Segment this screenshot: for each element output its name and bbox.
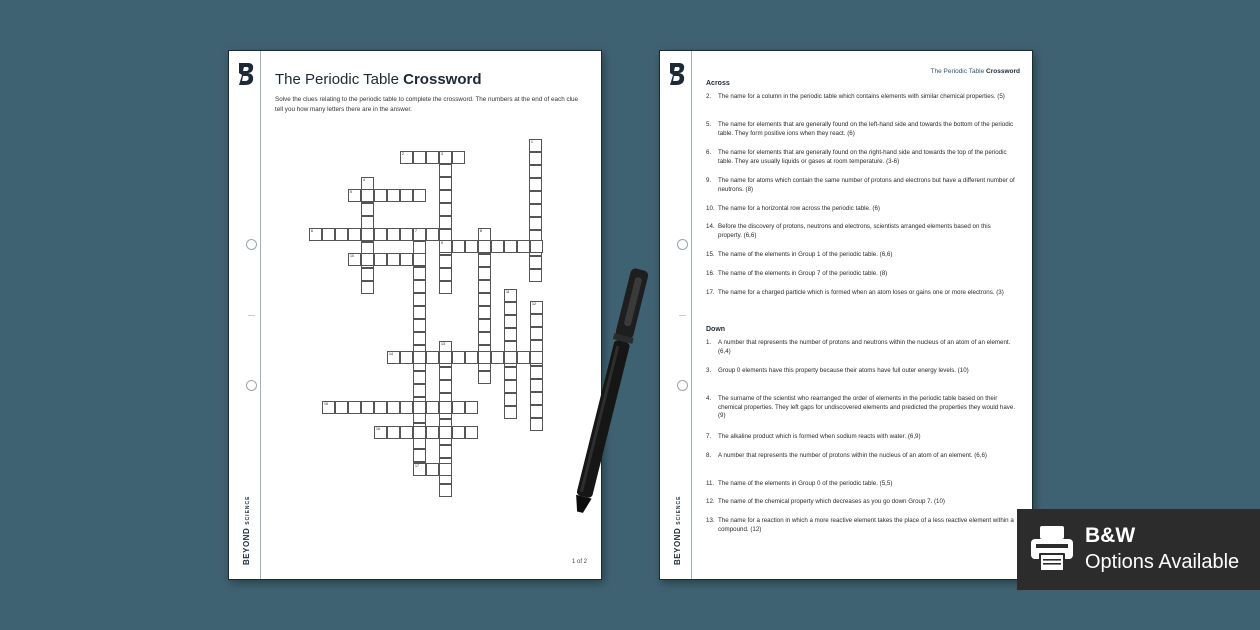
clue-down: 13. The name for a reaction in which a more reactive element takes the place of a less reactive element within a compound. (12) xyxy=(706,517,1014,533)
crossword-cell xyxy=(529,191,542,204)
instructions: Solve the clues relating to the periodic table to complete the crossword. The numbers at the end of each clue tell you how many letters there are in the answer. xyxy=(275,96,579,113)
crossword-cell xyxy=(452,240,465,253)
brand-label: BEYONDSCIENCE xyxy=(242,495,251,565)
pen-image xyxy=(555,266,655,526)
clue-number: 12 xyxy=(532,302,536,306)
crossword-cell xyxy=(529,152,542,165)
clue-down: 12. The name of the chemical property which decreases as you go down Group 7. (10) xyxy=(706,498,945,505)
crossword-cell xyxy=(530,327,543,340)
crossword-cell xyxy=(348,228,361,241)
crossword-cell xyxy=(439,164,452,177)
crossword-cell xyxy=(400,401,413,414)
crossword-cell xyxy=(374,401,387,414)
crossword-cell xyxy=(504,302,517,315)
crossword-cell xyxy=(504,351,517,364)
crossword-cell xyxy=(478,267,491,280)
crossword-cell xyxy=(400,228,413,241)
clue-down: 7. The alkaline product which is formed when sodium reacts with water. (6,9) xyxy=(706,433,921,440)
badge-subtitle: Options Available xyxy=(1085,551,1240,573)
crossword-cell xyxy=(413,384,426,397)
crossword-cell xyxy=(529,204,542,217)
crossword-cell xyxy=(529,165,542,178)
crossword-cell xyxy=(452,151,465,164)
across-heading: Across xyxy=(706,80,730,87)
crossword-cell xyxy=(504,315,517,328)
crossword-cell xyxy=(504,380,517,393)
crossword-cell xyxy=(530,301,543,314)
crossword-cell xyxy=(439,268,452,281)
crossword-cell xyxy=(387,351,400,364)
clue-number: 7 xyxy=(415,229,417,233)
crossword-cell xyxy=(530,392,543,405)
crossword-cell xyxy=(439,203,452,216)
crossword-cell xyxy=(439,240,452,253)
crossword-cell xyxy=(426,228,439,241)
clue-number: 4 xyxy=(363,178,365,182)
crossword-cell xyxy=(361,281,374,294)
crossword-cell xyxy=(529,139,542,152)
punch-hole xyxy=(677,380,688,391)
crossword-cell xyxy=(413,401,426,414)
clue-number: 2 xyxy=(402,152,404,156)
clue-across: 14. Before the discovery of protons, neutrons and electrons, scientists arranged elements based on this property. (6,6) xyxy=(706,223,991,239)
crossword-cell xyxy=(413,151,426,164)
crossword-cell xyxy=(478,351,491,364)
crossword-cell xyxy=(322,401,335,414)
crossword-cell xyxy=(478,319,491,332)
crossword-cell xyxy=(413,280,426,293)
crossword-cell xyxy=(439,463,452,476)
worksheet-page-1 xyxy=(228,50,602,580)
crossword-grid xyxy=(229,51,602,580)
crossword-cell xyxy=(439,380,452,393)
crossword-cell xyxy=(361,203,374,216)
crossword-cell xyxy=(529,269,542,282)
page-header: The Periodic Table Crossword xyxy=(930,68,1020,75)
clue-down: 8. A number that represents the number of protons within the nucleus of an atom of an element. (6,6) xyxy=(706,452,987,459)
crossword-cell xyxy=(439,190,452,203)
crossword-cell xyxy=(322,228,335,241)
crossword-cell xyxy=(478,254,491,267)
punch-hole xyxy=(677,239,688,250)
brand-label: BEYONDSCIENCE xyxy=(673,495,682,565)
clue-number: 6 xyxy=(311,229,313,233)
crossword-cell xyxy=(517,240,530,253)
crossword-cell xyxy=(361,228,374,241)
clue-number: 15 xyxy=(324,402,328,406)
crossword-cell xyxy=(335,401,348,414)
crossword-cell xyxy=(529,256,542,269)
clue-across: 10. The name for a horizontal row across the periodic table. (6) xyxy=(706,205,880,212)
clue-down: 11. The name of the elements in Group 0 of the periodic table. (5,5) xyxy=(706,480,893,487)
crossword-cell xyxy=(413,371,426,384)
crossword-cell xyxy=(374,426,387,439)
crossword-cell xyxy=(529,178,542,191)
crossword-cell xyxy=(309,228,322,241)
crossword-cell xyxy=(413,351,426,364)
clue-number: 3 xyxy=(441,152,443,156)
crossword-cell xyxy=(465,351,478,364)
clue-number: 8 xyxy=(480,229,482,233)
crossword-cell xyxy=(439,216,452,229)
crossword-cell xyxy=(426,463,439,476)
margin-line xyxy=(691,51,692,579)
crossword-cell xyxy=(413,306,426,319)
crossword-cell xyxy=(452,351,465,364)
crossword-cell xyxy=(387,401,400,414)
crossword-cell xyxy=(374,189,387,202)
crossword-cell xyxy=(374,253,387,266)
crossword-cell xyxy=(530,405,543,418)
crossword-cell xyxy=(439,445,452,458)
crossword-cell xyxy=(439,151,452,164)
clue-number: 13 xyxy=(441,342,445,346)
crossword-cell xyxy=(387,228,400,241)
badge-title: B&W xyxy=(1085,524,1136,547)
bw-options-badge xyxy=(1017,509,1260,590)
crossword-cell xyxy=(491,351,504,364)
crossword-cell xyxy=(387,253,400,266)
clue-number: 17 xyxy=(415,464,419,468)
crossword-cell xyxy=(387,189,400,202)
crossword-cell xyxy=(348,401,361,414)
crossword-cell xyxy=(530,351,543,364)
crossword-cell xyxy=(439,426,452,439)
clue-across: 9. The name for atoms which contain the same number of protons and electrons but have a different number of neutrons. (8) xyxy=(706,177,1015,193)
crossword-cell xyxy=(374,228,387,241)
crossword-cell xyxy=(530,314,543,327)
crossword-cell xyxy=(348,189,361,202)
crossword-cell xyxy=(439,255,452,268)
crossword-cell xyxy=(413,463,426,476)
crossword-cell xyxy=(426,401,439,414)
crossword-cell xyxy=(400,189,413,202)
crossword-cell xyxy=(413,189,426,202)
crossword-cell xyxy=(465,401,478,414)
clue-across: 5. The name for elements that are generally found on the left-hand side and towards the bottom of the periodic table. They form positive ions when they react. (6) xyxy=(706,121,1014,137)
crossword-cell xyxy=(439,401,452,414)
crossword-cell xyxy=(439,484,452,497)
crossword-cell xyxy=(478,240,491,253)
page-title: The Periodic Table Crossword xyxy=(275,71,482,88)
crossword-cell xyxy=(400,151,413,164)
crossword-cell xyxy=(530,366,543,379)
crossword-cell xyxy=(400,253,413,266)
crossword-cell xyxy=(465,426,478,439)
crossword-cell xyxy=(478,371,491,384)
crossword-cell xyxy=(529,217,542,230)
clue-number: 5 xyxy=(350,190,352,194)
crossword-cell xyxy=(413,319,426,332)
clue-number: 16 xyxy=(376,427,380,431)
crossword-cell xyxy=(530,240,543,253)
crossword-cell xyxy=(400,351,413,364)
crossword-cell xyxy=(478,280,491,293)
clue-across: 15. The name of the elements in Group 1 of the periodic table. (6,6) xyxy=(706,251,893,258)
clue-number: 1 xyxy=(531,140,533,144)
crossword-cell xyxy=(504,393,517,406)
clue-number: 14 xyxy=(389,352,393,356)
crossword-cell xyxy=(426,151,439,164)
clue-across: 2. The name for a column in the periodic table which contains elements with similar chemical properties. (5) xyxy=(706,93,1005,100)
crossword-cell xyxy=(452,401,465,414)
crossword-cell xyxy=(413,426,426,439)
crossword-cell xyxy=(439,351,452,364)
clue-number: 9 xyxy=(441,241,443,245)
clue-down: 4. The surname of the scientist who rearranged the order of elements in the periodic table based on their chemical properties. They left gaps for undiscovered elements and predicted the properties they would have. (9) xyxy=(706,395,1016,419)
crossword-cell xyxy=(517,351,530,364)
clue-number: 10 xyxy=(350,254,354,258)
crossword-cell xyxy=(413,253,426,266)
crossword-cell xyxy=(400,426,413,439)
crossword-cell xyxy=(452,426,465,439)
crossword-cell xyxy=(361,401,374,414)
crossword-cell xyxy=(413,293,426,306)
printer-icon xyxy=(1030,525,1074,573)
clue-across: 6. The name for elements that are generally found on the right-hand side and towards the top of the periodic table. They are usually liquids or gases at room temperature. (3-6) xyxy=(706,149,1007,165)
crossword-cell xyxy=(465,240,478,253)
clue-number: 11 xyxy=(506,290,510,294)
crossword-cell xyxy=(491,240,504,253)
clue-down: 3. Group 0 elements have this property because their atoms have full outer energy levels. (10) xyxy=(706,367,969,374)
crossword-cell xyxy=(413,332,426,345)
down-heading: Down xyxy=(706,326,726,333)
page-number: 1 of 2 xyxy=(571,559,587,565)
crossword-cell xyxy=(439,367,452,380)
clue-across: 17. The name for a charged particle which is formed when an atom loses or gains one or more electrons. (3) xyxy=(706,289,1004,296)
crossword-cell xyxy=(413,228,426,241)
crossword-cell xyxy=(478,332,491,345)
clue-across: 16. The name of the elements in Group 7 of the periodic table. (8) xyxy=(706,270,888,277)
crossword-cell xyxy=(439,177,452,190)
crossword-cell xyxy=(504,289,517,302)
crossword-cell xyxy=(504,240,517,253)
crossword-cell xyxy=(413,267,426,280)
crossword-cell xyxy=(530,418,543,431)
crossword-cell xyxy=(439,281,452,294)
crossword-cell xyxy=(387,426,400,439)
clue-down: 1. A number that represents the number of protons and neutrons within the nucleus of an atom of an element. (6,4) xyxy=(706,339,1011,355)
crossword-cell xyxy=(530,379,543,392)
crossword-cell xyxy=(348,253,361,266)
crossword-cell xyxy=(361,253,374,266)
crossword-cell xyxy=(478,306,491,319)
crossword-cell xyxy=(426,351,439,364)
crossword-cell xyxy=(504,328,517,341)
crossword-cell xyxy=(426,426,439,439)
crossword-cell xyxy=(361,189,374,202)
crossword-cell xyxy=(504,406,517,419)
worksheet-page-2 xyxy=(659,50,1033,580)
crossword-cell xyxy=(361,268,374,281)
crossword-cell xyxy=(478,293,491,306)
beyond-logo-icon xyxy=(667,61,687,87)
crossword-cell xyxy=(504,367,517,380)
crossword-cell xyxy=(335,228,348,241)
fold-mark xyxy=(679,315,686,316)
crossword-cell xyxy=(413,449,426,462)
